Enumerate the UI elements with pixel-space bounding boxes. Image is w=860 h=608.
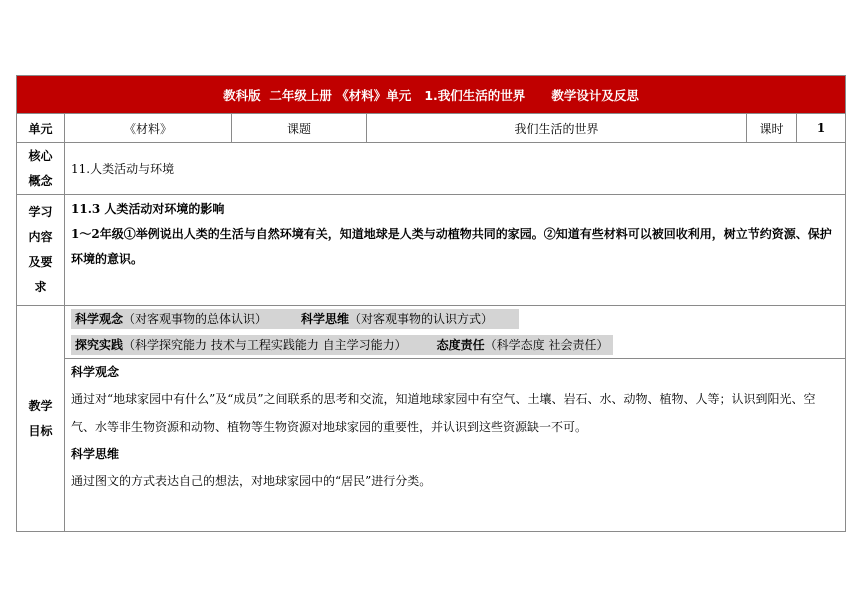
- core-concept-value: 11.人类活动与环境: [65, 143, 846, 195]
- core-concept-label: 核心 概念: [17, 143, 65, 195]
- dimension-row-2: [71, 332, 839, 358]
- title-doc-type: 教学设计及反思: [551, 87, 639, 103]
- thinking-text: 通过图文的方式表达自己的想法，对地球家园中的“居民”进行分类。: [71, 474, 432, 488]
- topic-value: 我们生活的世界: [367, 114, 747, 143]
- lesson-plan-table: [16, 75, 846, 532]
- concept-heading: 科学观念: [71, 365, 120, 379]
- dimension-attitude: 态度责任（科学态度 社会责任）: [411, 335, 613, 355]
- header-row: [17, 114, 846, 143]
- requirements-row: [17, 195, 846, 306]
- core-concept-row: [17, 143, 846, 195]
- requirements-label: 学习 内容 及要 求: [17, 195, 65, 306]
- dimension-thinking: 科学思维（对客观事物的认识方式）: [271, 309, 519, 329]
- dimension-practice: 探究实践（科学探究能力 技术与工程实践能力 自主学习能力）: [71, 335, 411, 355]
- unit-value: 《材料》: [65, 114, 232, 143]
- title-row: [17, 76, 846, 114]
- unit-label: 单元: [17, 114, 65, 143]
- document-title: [17, 76, 846, 114]
- requirements-content: [65, 195, 846, 306]
- hours-value: 1: [797, 114, 846, 143]
- hours-label: 课时: [747, 114, 797, 143]
- requirements-heading: 11.3 人类活动对环境的影响: [71, 202, 225, 216]
- objectives-content: [65, 306, 846, 532]
- objectives-row: [17, 306, 846, 532]
- dimension-row-1: [71, 306, 839, 332]
- concept-text: 通过对“地球家园中有什么”及“成员”之间联系的思考和交流，知道地球家园中有空气、土壤、岩石、水、动物、植物、人等；认识到阳光、空气、水等非生物资源和动物、植物等生物资源对地球家园的重要性，并认识到这些资源缺一不可。: [71, 392, 816, 434]
- requirements-text: 1～2年级①举例说出人类的生活与自然环境有关，知道地球是人类与动植物共同的家园。②知道有些材料可以被回收利用，树立节约资源、保护环境的意识。: [71, 227, 832, 266]
- title-publisher: 教科版: [223, 87, 261, 103]
- title-lesson: 1.我们生活的世界: [424, 87, 526, 103]
- objectives-label: 教学 目标: [17, 306, 65, 532]
- objectives-divider: [65, 358, 845, 359]
- dimension-concept: 科学观念（对客观事物的总体认识）: [71, 309, 271, 329]
- title-unit: 《材料》单元: [336, 87, 412, 103]
- topic-label: 课题: [232, 114, 367, 143]
- thinking-heading: 科学思维: [71, 447, 120, 461]
- title-grade: 二年级上册: [269, 87, 332, 103]
